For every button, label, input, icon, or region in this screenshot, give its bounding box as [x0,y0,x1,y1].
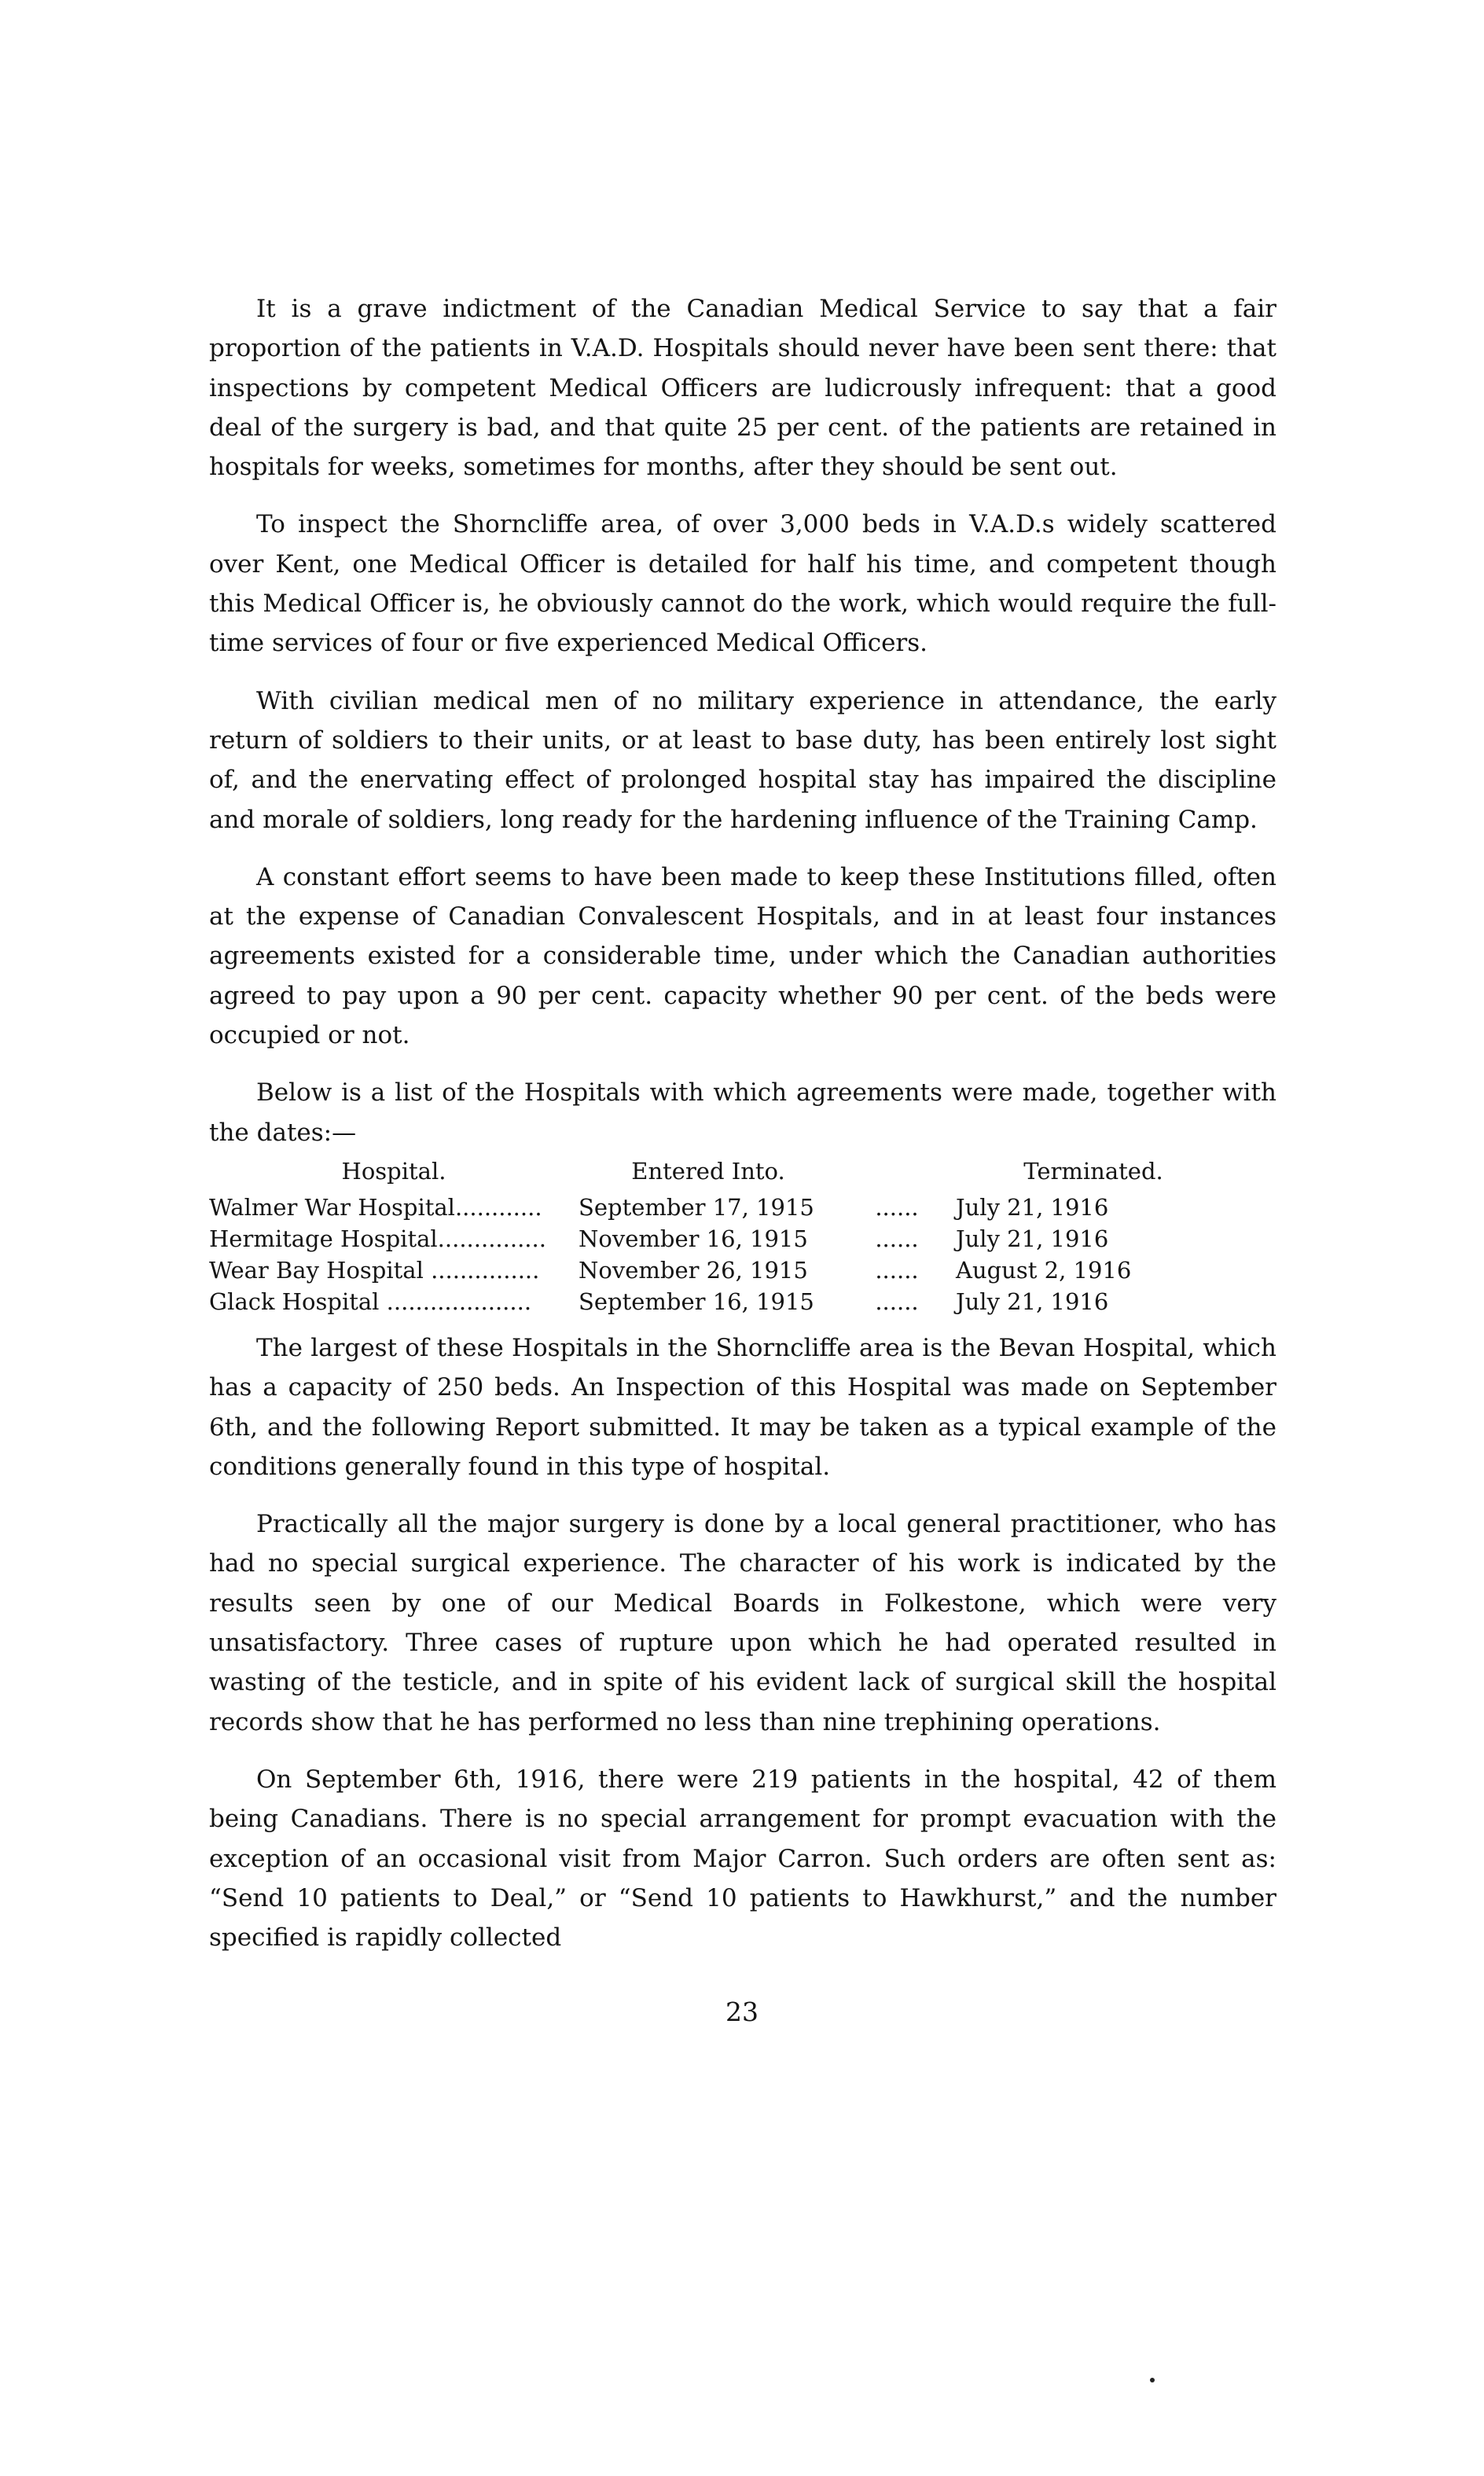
hospital-name: Glack Hospital .................... [209,1288,532,1315]
hospital-name: Hermitage Hospital............... [209,1225,546,1252]
paragraph-1: It is a grave indictment of the Canadian Medical Service to say that a fair proportion of the patients in V.A.D. Hospitals should never have been sent there: that inspections by competent Medical Officers are ludicrously infrequent: that a good deal of the surgery is bad, and that quite 25 per cent. of the patients are retained in hospitals for weeks, sometimes for months, after they should be sent out. [209,295,1276,482]
entered-date: November 16, 1915 [579,1225,808,1252]
paragraph-3: With civilian medical men of no military experience in attendance, the early return of soldiers to their units, or at least to base duty, has been entirely lost sight of, and the enervating effect of prolonged hospital stay has impaired the discipline and morale of soldiers, long ready for the hardening influence of the Training Camp. [209,686,1276,834]
terminated-date: August 2, 1916 [956,1256,1132,1284]
page-body [209,289,1276,1975]
header-spacer [838,1157,956,1192]
dot-leader: ...... [875,1288,919,1315]
page-number: 23 [725,1997,759,2027]
dot-leader: ...... [875,1193,919,1221]
dot-leader: ...... [875,1225,919,1252]
table-header-row [209,1157,1231,1192]
table-row [209,1192,1231,1223]
header-terminated: Terminated. [1023,1157,1163,1185]
stray-ink-mark [1150,2378,1155,2382]
paragraph-5-table-intro: Below is a list of the Hospitals with which agreements were made, together with the dates:— [209,1078,1276,1147]
terminated-date: July 21, 1916 [956,1288,1109,1315]
hospital-name: Walmer War Hospital............ [209,1193,542,1221]
header-hospital: Hospital. [341,1157,446,1185]
paragraph-2: To inspect the Shorncliffe area, of over 3,000 beds in V.A.D.s widely scattered over Kent, one Medical Officer is detailed for half his time, and competent though this Medical Officer is, he obviously cannot do the work, which would require the full-time services of four or five experienced Medical Officers. [209,510,1276,658]
entered-date: November 26, 1915 [579,1256,808,1284]
terminated-date: July 21, 1916 [956,1225,1109,1252]
terminated-date: July 21, 1916 [956,1193,1109,1221]
entered-date: September 16, 1915 [579,1288,814,1315]
paragraph-8: On September 6th, 1916, there were 219 patients in the hospital, 42 of them being Canadians. There is no special arrangement for prompt evacuation with the exception of an occasional visit from Major Carron. Such orders are often sent as: “Send 10 patients to Deal,” or “Send 10 patients to Hawkhurst,” and the number specified is rapidly collected [209,1765,1276,1953]
paragraph-6: The largest of these Hospitals in the Shorncliffe area is the Bevan Hospital, which has a capacity of 250 beds. An Inspection of this Hospital was made on September 6th, and the following Report submitted. It may be taken as a typical example of the conditions generally found in this type of hospital. [209,1333,1276,1481]
table-row [209,1286,1231,1317]
entered-date: September 17, 1915 [579,1193,814,1221]
table-row [209,1255,1231,1286]
table-row [209,1223,1231,1255]
hospital-agreements-table [209,1157,1231,1317]
paragraph-7: Practically all the major surgery is done by a local general practitioner, who has had no special surgical experience. The character of his work is indicated by the results seen by one of our Medical Boards in Folkestone, which were very unsatisfactory. Three cases of rupture upon which he had operated resulted in wasting of the testicle, and in spite of his evident lack of surgical skill the hospital records show that he has performed no less than nine trephining operations. [209,1510,1276,1736]
paragraph-4: A constant effort seems to have been made to keep these Institutions filled, often at the expense of Canadian Convalescent Hospitals, and in at least four instances agreements existed for a considerable time, under which the Canadian authorities agreed to pay upon a 90 per cent. capacity whether 90 per cent. of the beds were occupied or not. [209,862,1276,1050]
header-entered-into: Entered Into. [631,1157,785,1185]
dot-leader: ...... [875,1256,919,1284]
hospital-name: Wear Bay Hospital ............... [209,1256,540,1284]
